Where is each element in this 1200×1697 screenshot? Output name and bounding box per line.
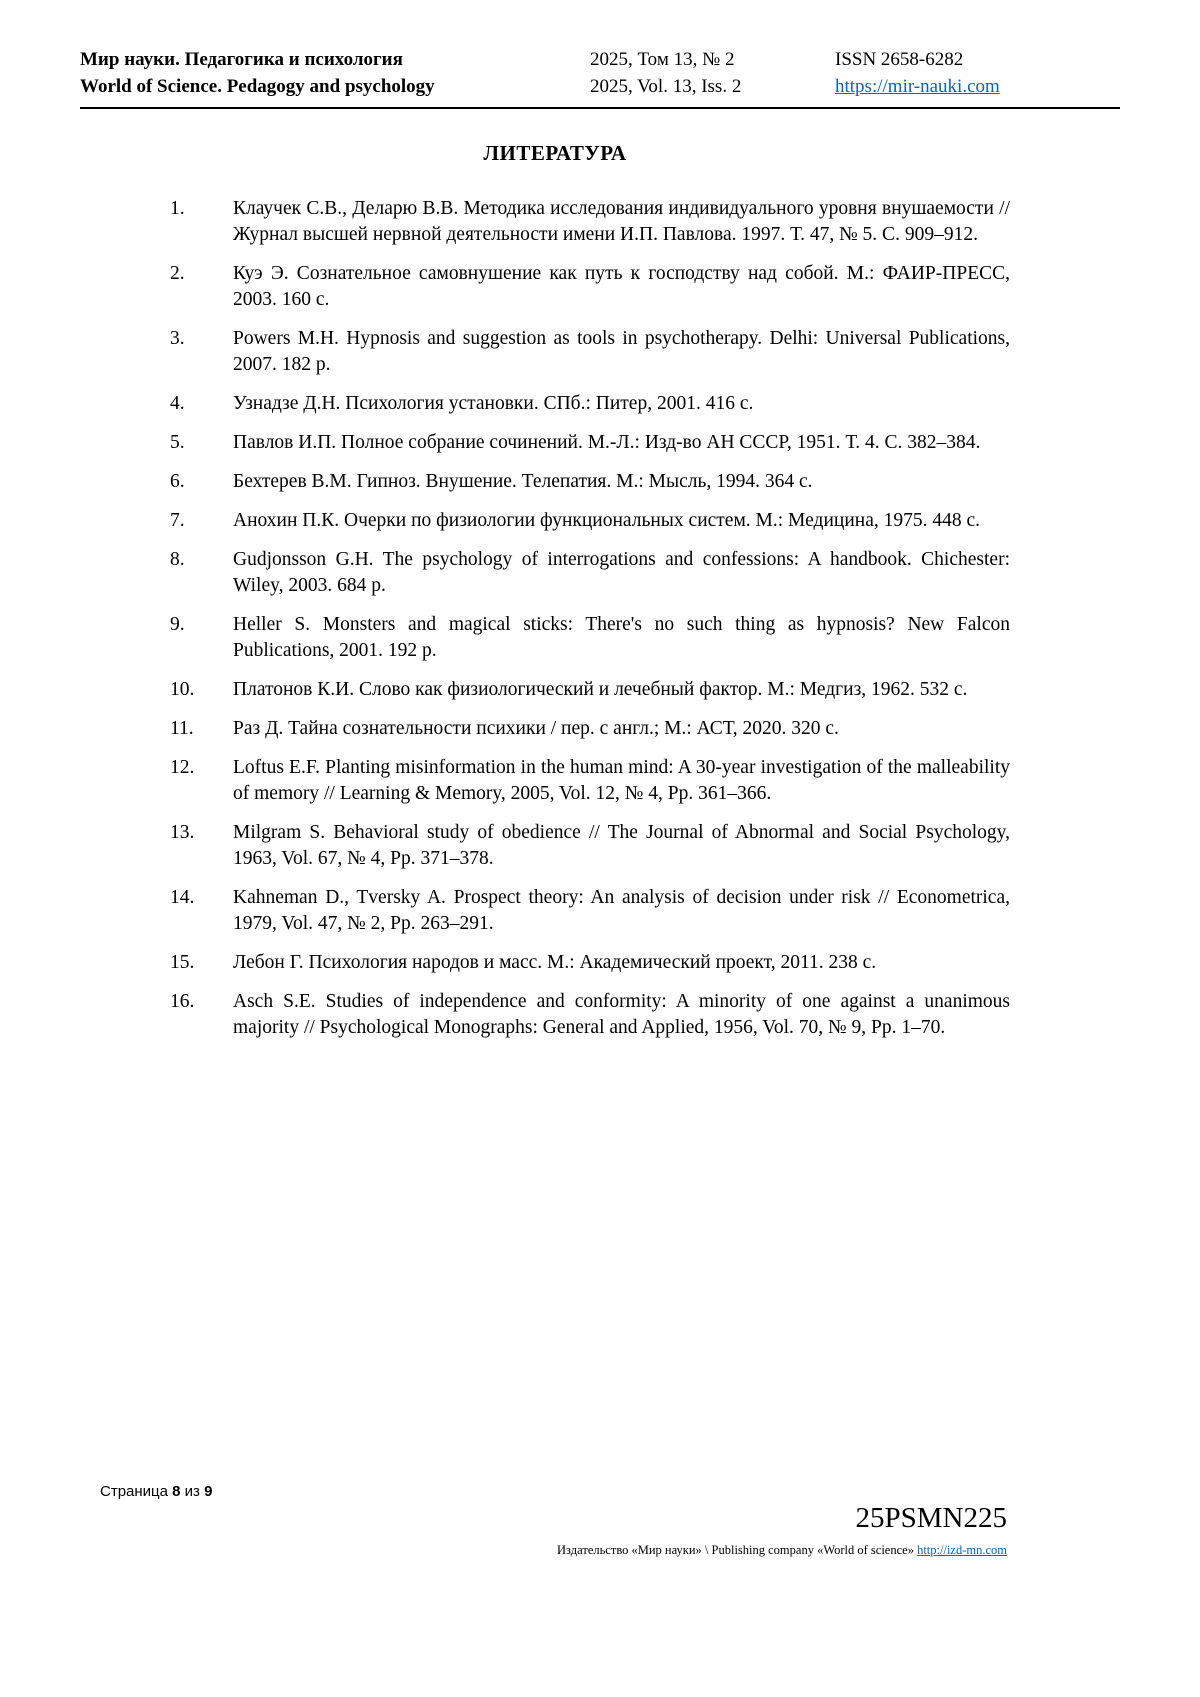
reference-item xyxy=(170,391,1010,417)
reference-number: 14. xyxy=(170,887,195,908)
page-header xyxy=(80,46,1120,100)
page-total: 9 xyxy=(204,1483,213,1500)
reference-text: Клаучек С.В., Деларю В.В. Методика исследования индивидуального уровня внушаемости // Журнал высшей нервной деятельности имени И.П. Павлова. 1997. Т. 47, № 5. С. 909–912. xyxy=(233,198,1010,245)
reference-number: 12. xyxy=(170,757,195,778)
reference-item xyxy=(170,196,1010,248)
journal-title-en: World of Science. Pedagogy and psychology xyxy=(80,76,435,97)
reference-item xyxy=(170,547,1010,599)
publisher-text: Издательство «Мир науки» \ Publishing company «World of science» xyxy=(557,1543,914,1557)
issue-info-ru: 2025, Том 13, № 2 xyxy=(590,49,735,70)
reference-text: Asch S.E. Studies of independence and conformity: A minority of one against a unanimous majority // Psychological Monographs: General and Applied, 1956, Vol. 70, № 9, Pp. 1–70. xyxy=(233,991,1010,1038)
journal-title-ru: Мир науки. Педагогика и психология xyxy=(80,49,403,70)
reference-text: Kahneman D., Tversky A. Prospect theory: An analysis of decision under risk // Econometrica, 1979, Vol. 47, № 2, Pp. 263–291. xyxy=(233,887,1010,934)
issn-block xyxy=(835,46,1120,100)
reference-item xyxy=(170,261,1010,313)
page-current: 8 xyxy=(172,1483,181,1500)
reference-text: Gudjonsson G.H. The psychology of interrogations and confessions: A handbook. Chichester: Wiley, 2003. 684 p. xyxy=(233,549,1010,596)
page-of-word: из xyxy=(184,1483,200,1500)
publisher-url-link[interactable]: http://izd-mn.com xyxy=(917,1543,1007,1557)
issue-info-block xyxy=(590,46,835,100)
reference-number: 7. xyxy=(170,510,185,531)
header-divider xyxy=(80,107,1120,109)
reference-item xyxy=(170,885,1010,937)
reference-text: Анохин П.К. Очерки по физиологии функциональных систем. М.: Медицина, 1975. 448 с. xyxy=(233,510,981,531)
reference-text: Powers M.H. Hypnosis and suggestion as tools in psychotherapy. Delhi: Universal Publications, 2007. 182 p. xyxy=(233,328,1010,375)
reference-number: 13. xyxy=(170,822,195,843)
reference-number: 6. xyxy=(170,471,185,492)
reference-text: Павлов И.П. Полное собрание сочинений. М.-Л.: Изд-во АН СССР, 1951. Т. 4. С. 382–384. xyxy=(233,432,981,453)
reference-text: Heller S. Monsters and magical sticks: There's no such thing as hypnosis? New Falcon Publications, 2001. 192 p. xyxy=(233,614,1010,661)
reference-text: Узнадзе Д.Н. Психология установки. СПб.: Питер, 2001. 416 с. xyxy=(233,393,754,414)
journal-title-block xyxy=(80,46,590,100)
reference-item xyxy=(170,716,1010,742)
reference-number: 9. xyxy=(170,614,185,635)
page-word: Страница xyxy=(100,1483,168,1500)
reference-item xyxy=(170,755,1010,807)
page-number-indicator xyxy=(100,1483,212,1500)
reference-number: 3. xyxy=(170,328,185,349)
reference-item xyxy=(170,430,1010,456)
reference-item xyxy=(170,950,1010,976)
reference-number: 10. xyxy=(170,679,195,700)
reference-number: 11. xyxy=(170,718,194,739)
journal-url-link[interactable]: https://mir-nauki.com xyxy=(835,76,1000,97)
reference-item xyxy=(170,612,1010,664)
reference-number: 16. xyxy=(170,991,195,1012)
reference-text: Бехтерев В.М. Гипноз. Внушение. Телепатия. М.: Мысль, 1994. 364 с. xyxy=(233,471,813,492)
reference-item xyxy=(170,677,1010,703)
reference-item xyxy=(170,469,1010,495)
references-list xyxy=(170,196,1010,1041)
publisher-footer xyxy=(557,1543,1007,1558)
issn-number: ISSN 2658-6282 xyxy=(835,49,964,70)
reference-item xyxy=(170,820,1010,872)
reference-text: Раз Д. Тайна сознательности психики / пер. с англ.; М.: АСТ, 2020. 320 с. xyxy=(233,718,839,739)
reference-item xyxy=(170,508,1010,534)
reference-number: 5. xyxy=(170,432,185,453)
reference-item xyxy=(170,989,1010,1041)
reference-text: Куэ Э. Сознательное самовнушение как путь к господству над собой. М.: ФАИР-ПРЕСС, 2003. 160 с. xyxy=(233,263,1010,310)
reference-item xyxy=(170,326,1010,378)
reference-number: 1. xyxy=(170,198,185,219)
reference-number: 2. xyxy=(170,263,185,284)
reference-number: 8. xyxy=(170,549,185,570)
reference-text: Loftus E.F. Planting misinformation in the human mind: A 30-year investigation of the malleability of memory // Learning & Memory, 2005, Vol. 12, № 4, Pp. 361–366. xyxy=(233,757,1010,804)
article-id: 25PSMN225 xyxy=(855,1502,1007,1534)
reference-number: 4. xyxy=(170,393,185,414)
issue-info-en: 2025, Vol. 13, Iss. 2 xyxy=(590,76,742,97)
reference-text: Лебон Г. Психология народов и масс. М.: Академический проект, 2011. 238 с. xyxy=(233,952,877,973)
reference-text: Milgram S. Behavioral study of obedience // The Journal of Abnormal and Social Psychology, 1963, Vol. 67, № 4, Pp. 371–378. xyxy=(233,822,1010,869)
reference-number: 15. xyxy=(170,952,195,973)
reference-text: Платонов К.И. Слово как физиологический и лечебный фактор. М.: Медгиз, 1962. 532 с. xyxy=(233,679,968,700)
section-title: ЛИТЕРАТУРА xyxy=(483,141,627,165)
